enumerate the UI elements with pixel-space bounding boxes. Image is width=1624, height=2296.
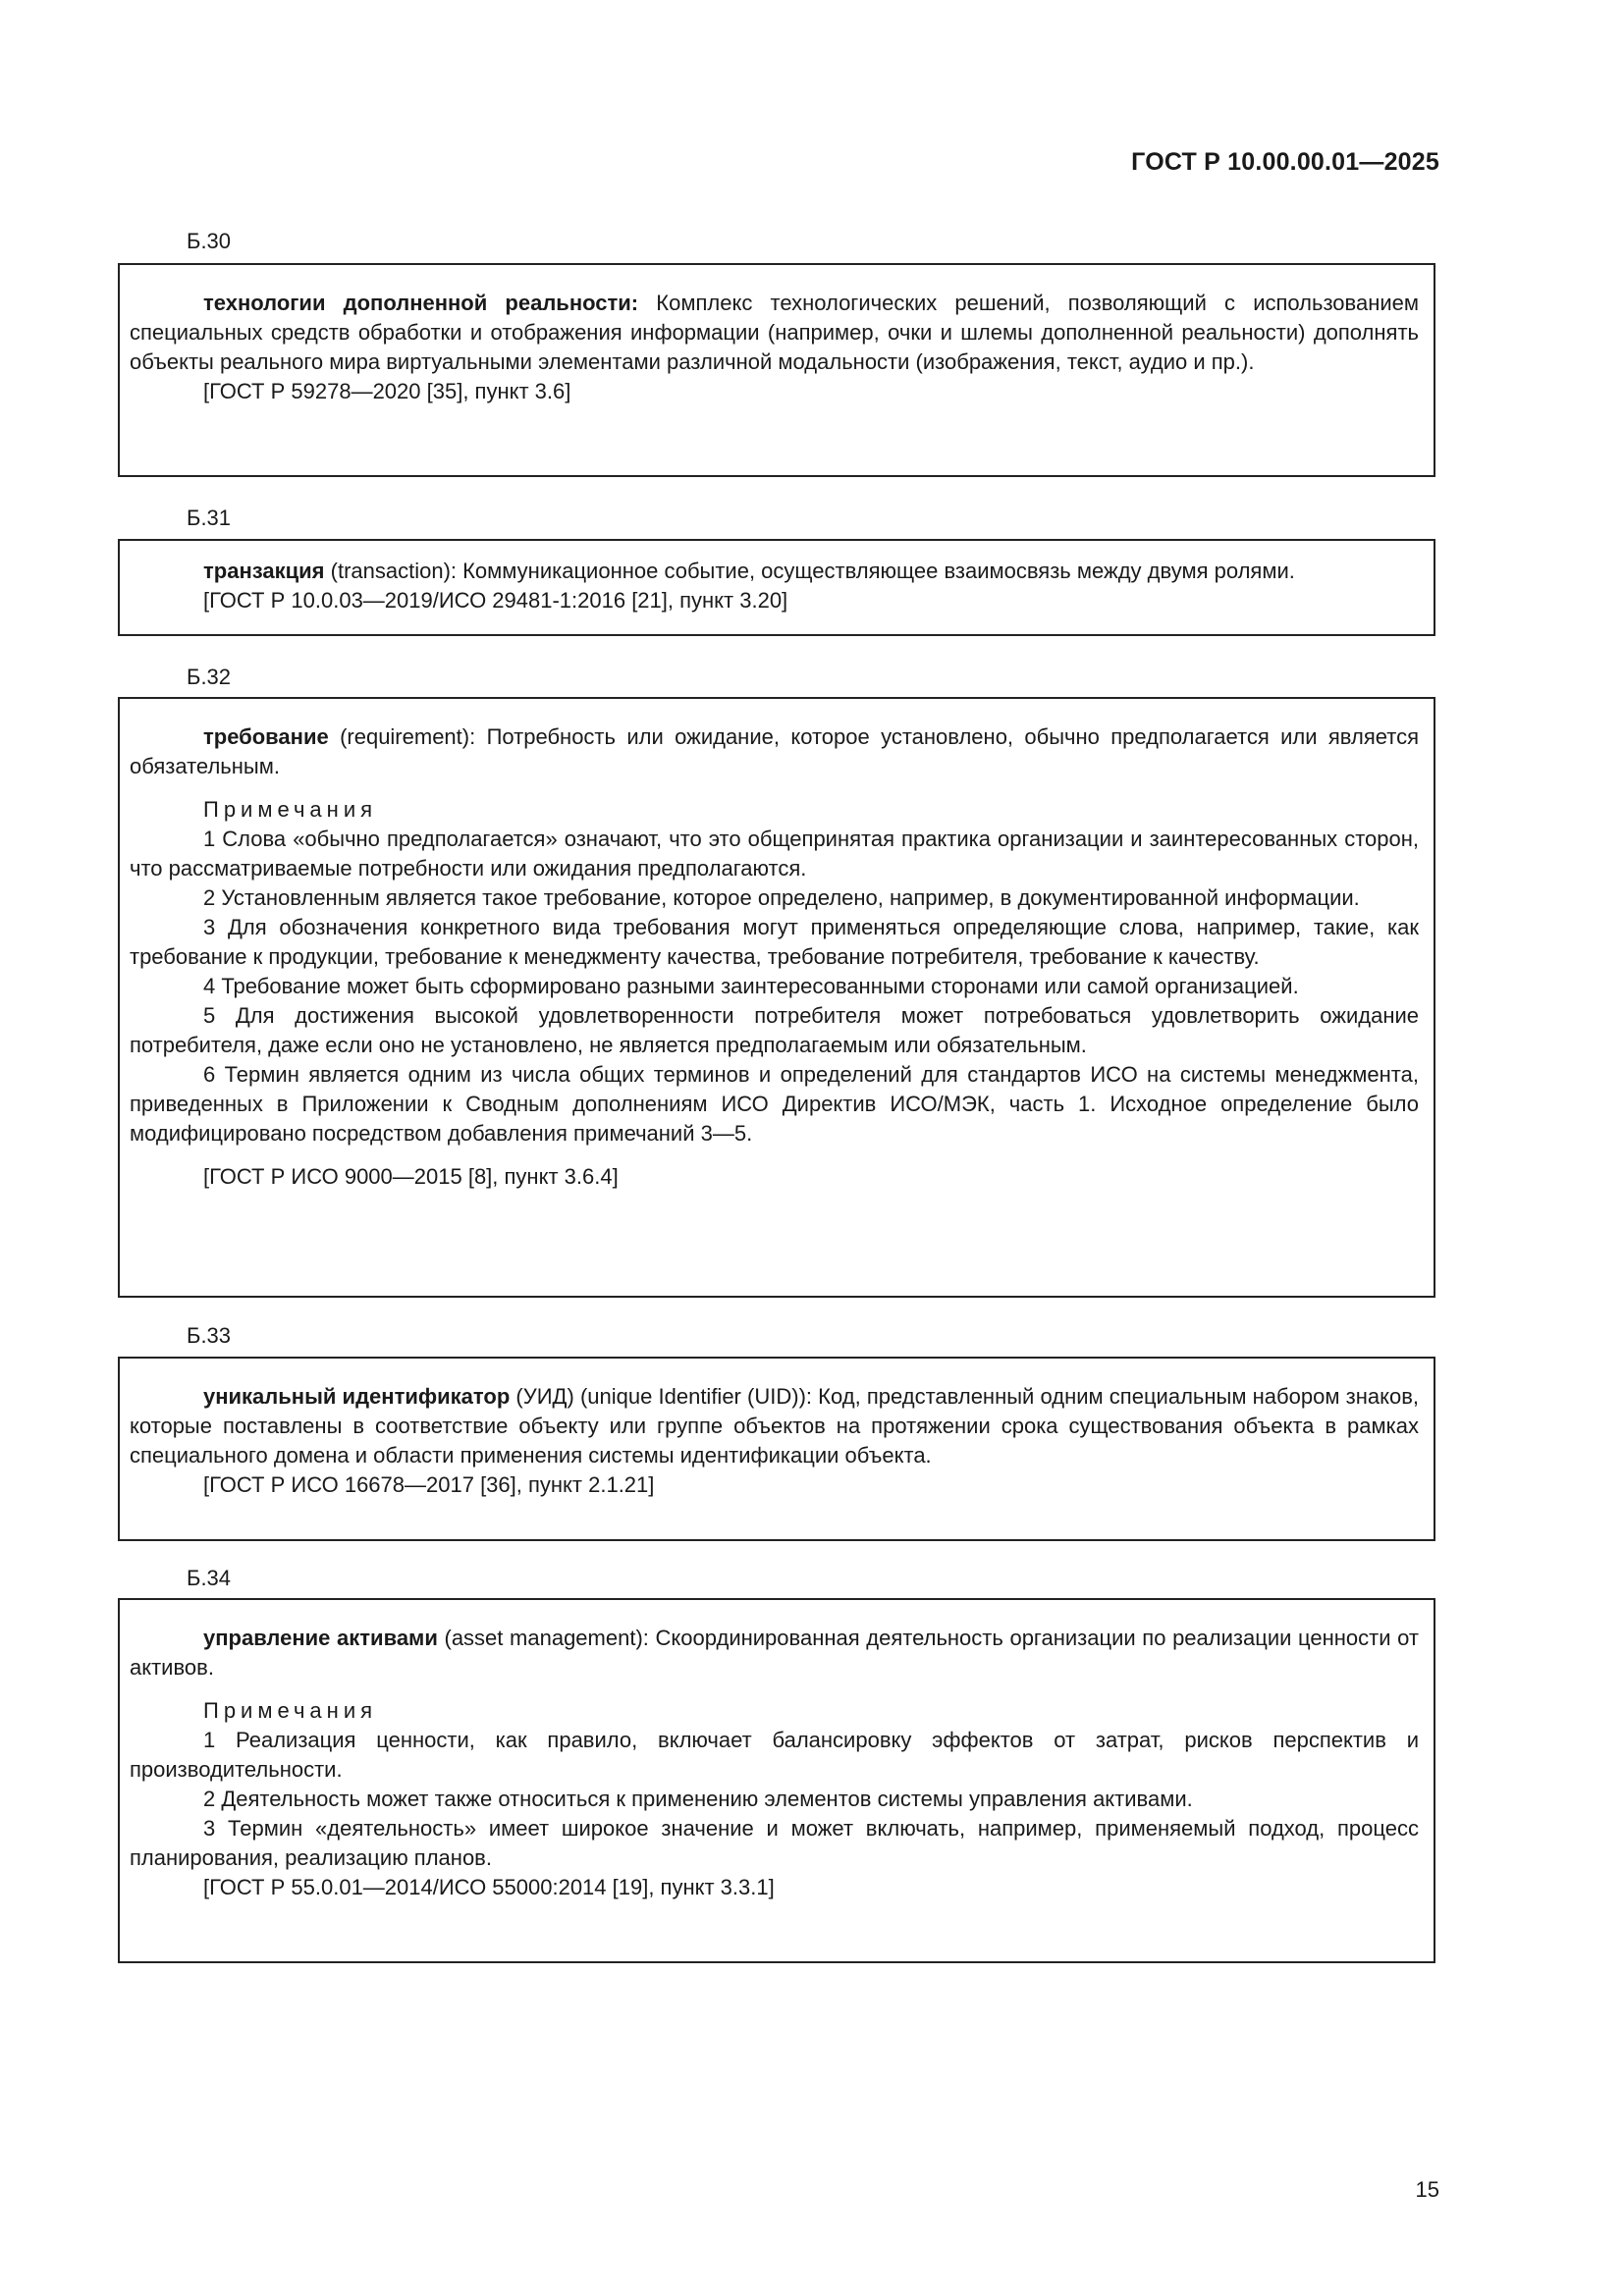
note-item: 5 Для достижения высокой удовлетворенности потребителя может потребоваться удовлетворить ожидание потребителя, даже если оно не установлено, не является предполагаемым или обязательным. bbox=[130, 1003, 1419, 1057]
term-name: требование bbox=[203, 724, 329, 749]
term-definition bbox=[130, 289, 1419, 377]
term-definition bbox=[130, 722, 1419, 781]
term-name: технологии дополненной реальности: bbox=[203, 291, 639, 315]
term-source: [ГОСТ Р 55.0.01—2014/ИСО 55000:2014 [19], пункт 3.3.1] bbox=[203, 1875, 775, 1899]
definition-text: (asset management): Скоординированная деятельность организации по реализации ценности от активов. bbox=[130, 1626, 1419, 1680]
term-box bbox=[118, 1357, 1435, 1541]
term-box bbox=[118, 263, 1435, 477]
term-box bbox=[118, 1598, 1435, 1963]
term-name: уникальный идентификатор bbox=[203, 1384, 511, 1409]
entry-number: Б.34 bbox=[187, 1566, 232, 1590]
entry-number: Б.31 bbox=[187, 506, 232, 530]
note-item: 2 Установленным является такое требование, которое определено, например, в документированной информации. bbox=[203, 885, 1360, 910]
note-item: 1 Реализация ценности, как правило, включает балансировку эффектов от затрат, рисков перспектив и производительности. bbox=[130, 1728, 1419, 1782]
term-source: [ГОСТ Р 10.0.03—2019/ИСО 29481-1:2016 [21], пункт 3.20] bbox=[203, 588, 788, 613]
entry-number: Б.33 bbox=[187, 1323, 232, 1348]
definition-text: (requirement): Потребность или ожидание, которое установлено, обычно предполагается или является обязательным. bbox=[130, 724, 1419, 778]
term-source: [ГОСТ Р ИСО 16678—2017 [36], пункт 2.1.21] bbox=[203, 1472, 655, 1497]
note-item: 2 Деятельность может также относиться к применению элементов системы управления активами. bbox=[203, 1787, 1193, 1811]
entry-number: Б.30 bbox=[187, 229, 232, 253]
note-item: 4 Требование может быть сформировано разными заинтересованными сторонами или самой организацией. bbox=[203, 974, 1299, 998]
term-box bbox=[118, 697, 1435, 1298]
term-source: [ГОСТ Р 59278—2020 [35], пункт 3.6] bbox=[203, 379, 571, 403]
term-definition bbox=[130, 1624, 1419, 1682]
note-item: 3 Термин «деятельность» имеет широкое значение и может включать, например, применяемый подход, процесс планирования, реализацию планов. bbox=[130, 1816, 1419, 1870]
note-item: 6 Термин является одним из числа общих терминов и определений для стандартов ИСО на системы менеджмента, приведенных в Приложении к Сводным дополнениям ИСО Директив ИСО/МЭК, часть 1. Исходное определение было модифицировано посредством добавления примечаний 3—5. bbox=[130, 1062, 1419, 1146]
term-box bbox=[118, 539, 1435, 636]
entry-number: Б.32 bbox=[187, 665, 232, 689]
definition-text: Комплекс технологических решений, позволяющий с использованием специальных средств обработки и отображения информации (например, очки и шлемы дополненной реальности) дополнять объекты реального мира виртуальными элементами различной модальности (изображения, текст, аудио и пр.). bbox=[130, 291, 1419, 374]
document-header: ГОСТ Р 10.00.00.01—2025 bbox=[1131, 148, 1439, 176]
term-name: управление активами bbox=[203, 1626, 438, 1650]
page-number: 15 bbox=[1415, 2177, 1439, 2202]
term-definition bbox=[130, 557, 1419, 586]
note-item: 3 Для обозначения конкретного вида требования могут применяться определяющие слова, например, такие, как требование к продукции, требование к менеджменту качества, требование потребителя, требование к качеству. bbox=[130, 915, 1419, 969]
definition-text: (transaction): Коммуникационное событие, осуществляющее взаимосвязь между двумя ролями. bbox=[324, 559, 1295, 583]
notes-heading: Примечания bbox=[203, 1698, 378, 1723]
term-source: [ГОСТ Р ИСО 9000—2015 [8], пункт 3.6.4] bbox=[203, 1164, 619, 1189]
notes-heading: Примечания bbox=[203, 797, 378, 822]
term-name: транзакция bbox=[203, 559, 325, 583]
definition-text: (УИД) (unique Identifier (UID)): Код, представленный одним специальным набором знаков, которые поставлены в соответствие объекту или группе объектов на протяжении срока существования объекта в рамках специального домена и области применения системы идентификации объекта. bbox=[130, 1384, 1419, 1468]
term-definition bbox=[130, 1382, 1419, 1470]
note-item: 1 Слова «обычно предполагается» означают, что это общепринятая практика организации и заинтересованных сторон, что рассматриваемые потребности или ожидания предполагаются. bbox=[130, 827, 1419, 881]
